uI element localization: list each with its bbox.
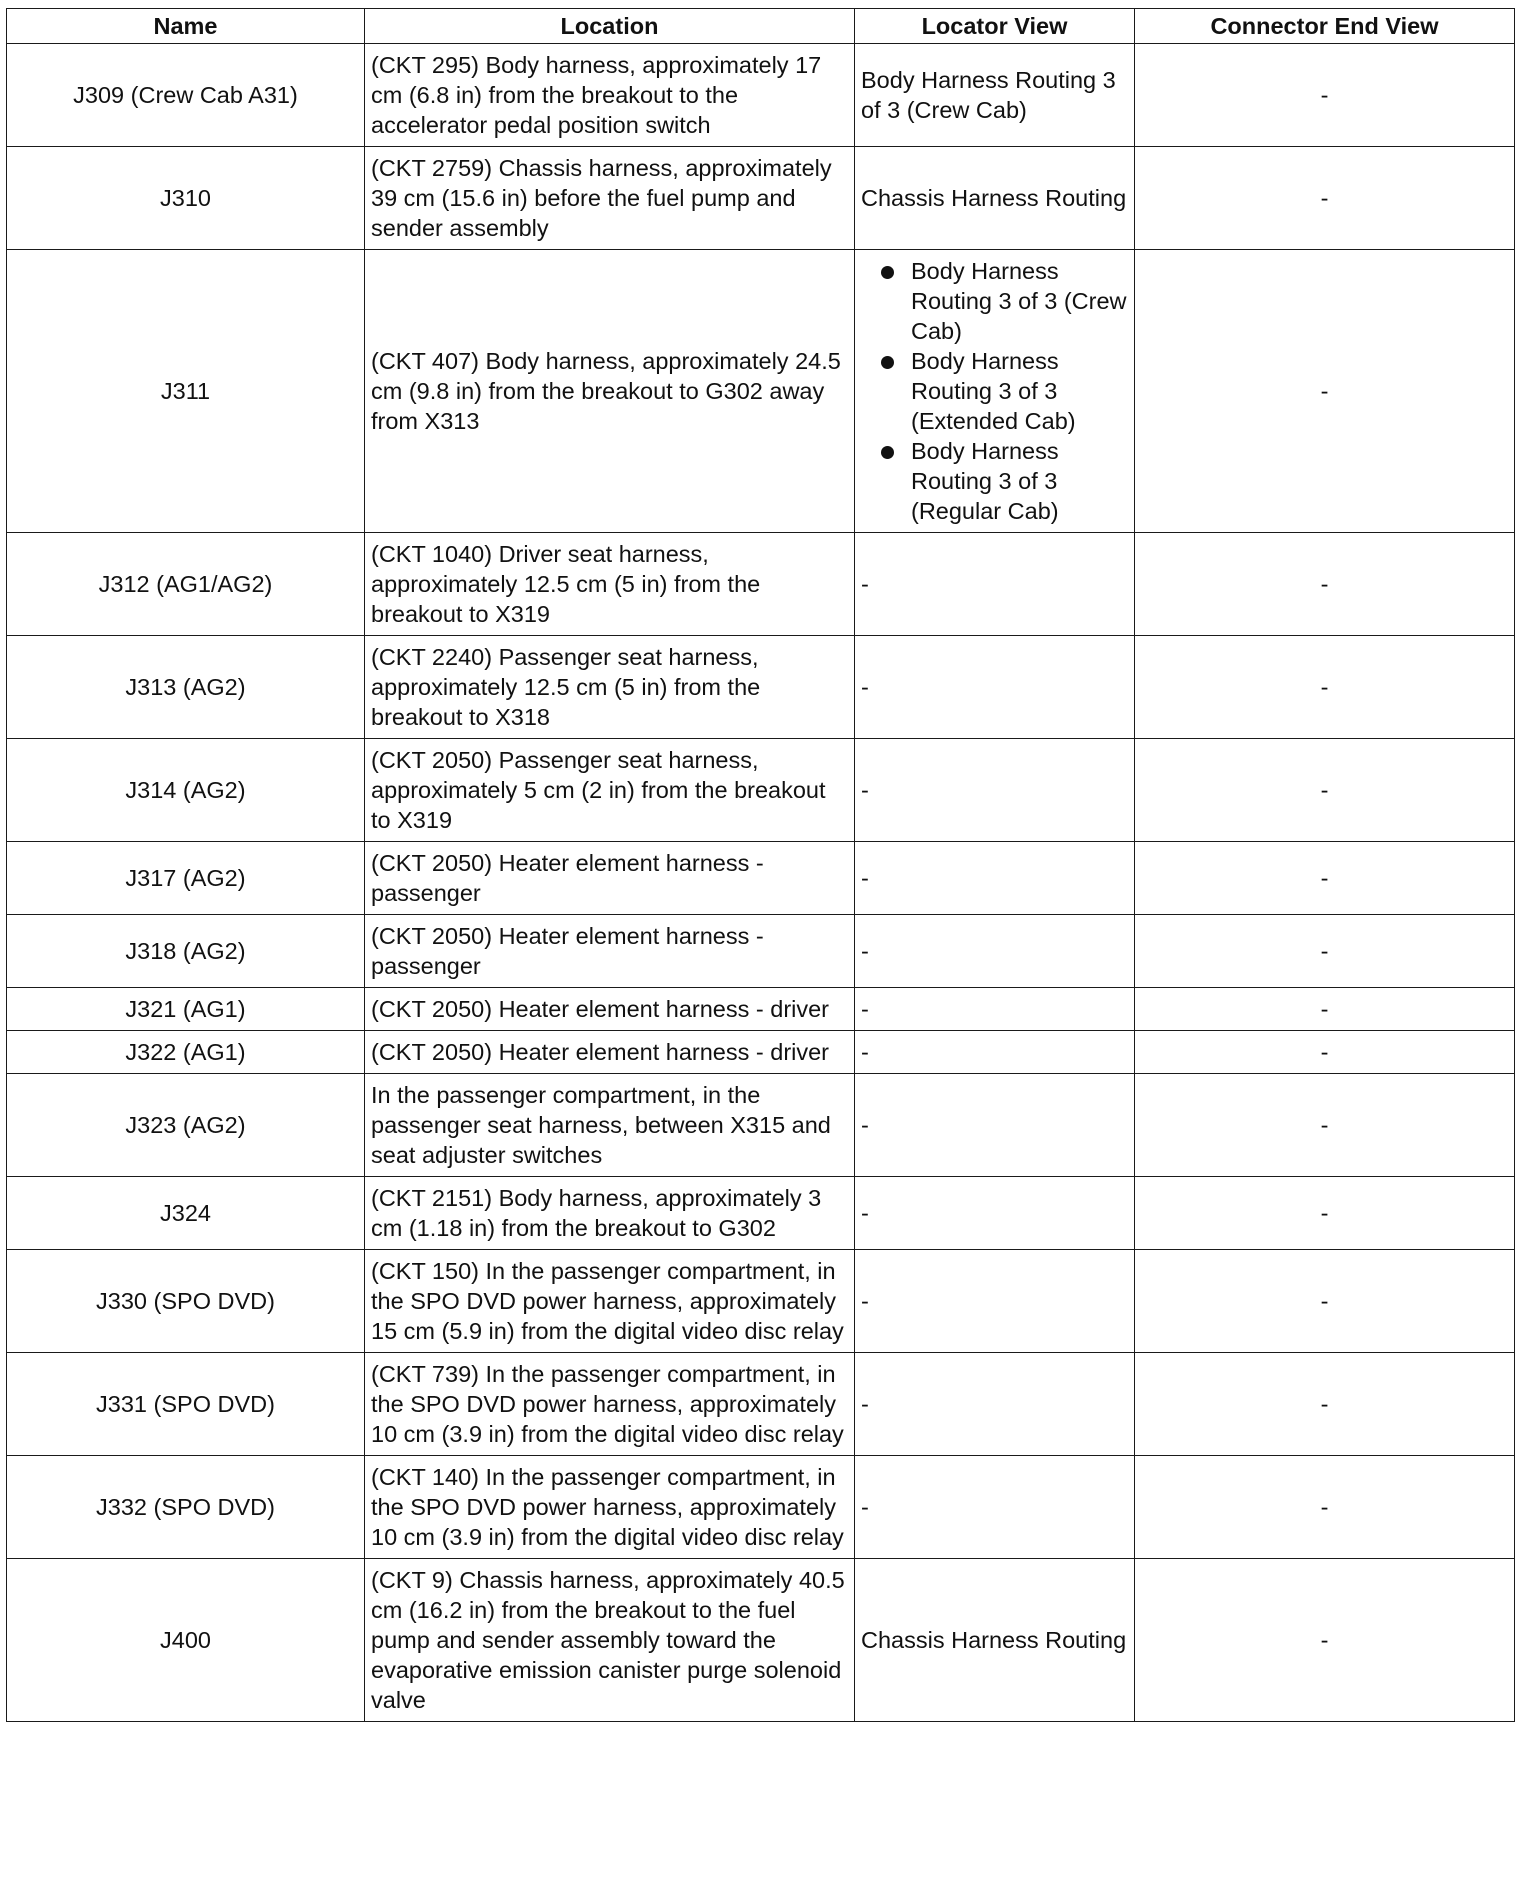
bullet-icon: [881, 446, 894, 459]
cell-connector-end-view: -: [1135, 44, 1515, 147]
cell-connector-end-view: -: [1135, 1456, 1515, 1559]
cell-locator-view: -: [855, 915, 1135, 988]
cell-locator-view: -: [855, 1177, 1135, 1250]
locator-view-list: [861, 256, 1128, 526]
locator-view-item: [861, 346, 1128, 436]
cell-connector-end-view: -: [1135, 915, 1515, 988]
cell-location: (CKT 2050) Heater element harness - driver: [365, 1031, 855, 1074]
table-row: [7, 988, 1515, 1031]
cell-location: (CKT 295) Body harness, approximately 17 cm (6.8 in) from the breakout to the accelerator pedal position switch: [365, 44, 855, 147]
cell-locator-view: -: [855, 1456, 1135, 1559]
table-row: [7, 1559, 1515, 1722]
table-row: [7, 147, 1515, 250]
cell-connector-end-view: -: [1135, 988, 1515, 1031]
cell-location: (CKT 150) In the passenger compartment, in the SPO DVD power harness, approximately 15 cm (5.9 in) from the digital video disc relay: [365, 1250, 855, 1353]
cell-location: (CKT 140) In the passenger compartment, in the SPO DVD power harness, approximately 10 cm (3.9 in) from the digital video disc relay: [365, 1456, 855, 1559]
splice-location-table: [6, 8, 1515, 1722]
cell-name: J310: [7, 147, 365, 250]
table-row: [7, 636, 1515, 739]
cell-connector-end-view: -: [1135, 1177, 1515, 1250]
cell-connector-end-view: -: [1135, 1353, 1515, 1456]
cell-locator-view: -: [855, 988, 1135, 1031]
cell-connector-end-view: -: [1135, 1074, 1515, 1177]
header-name: Name: [7, 9, 365, 44]
cell-connector-end-view: -: [1135, 147, 1515, 250]
cell-name: J330 (SPO DVD): [7, 1250, 365, 1353]
cell-location: (CKT 1040) Driver seat harness, approximately 12.5 cm (5 in) from the breakout to X319: [365, 533, 855, 636]
cell-locator-view: Chassis Harness Routing: [855, 147, 1135, 250]
locator-view-item-text: Body Harness Routing 3 of 3 (Crew Cab): [911, 258, 1127, 344]
cell-connector-end-view: -: [1135, 842, 1515, 915]
cell-connector-end-view: -: [1135, 1031, 1515, 1074]
cell-locator-view: Chassis Harness Routing: [855, 1559, 1135, 1722]
locator-view-item-text: Body Harness Routing 3 of 3 (Regular Cab): [911, 438, 1059, 524]
cell-location: (CKT 2050) Passenger seat harness, approximately 5 cm (2 in) from the breakout to X319: [365, 739, 855, 842]
cell-name: J311: [7, 250, 365, 533]
cell-locator-view: -: [855, 1074, 1135, 1177]
cell-connector-end-view: -: [1135, 250, 1515, 533]
cell-locator-view: -: [855, 1031, 1135, 1074]
table-row: [7, 739, 1515, 842]
cell-location: (CKT 9) Chassis harness, approximately 40.5 cm (16.2 in) from the breakout to the fuel pump and sender assembly toward the evaporative emission canister purge solenoid valve: [365, 1559, 855, 1722]
cell-name: J331 (SPO DVD): [7, 1353, 365, 1456]
table-row: [7, 1031, 1515, 1074]
cell-locator-view: Body Harness Routing 3 of 3 (Crew Cab): [855, 44, 1135, 147]
locator-view-item: [861, 256, 1128, 346]
cell-location: (CKT 2151) Body harness, approximately 3 cm (1.18 in) from the breakout to G302: [365, 1177, 855, 1250]
cell-name: J314 (AG2): [7, 739, 365, 842]
header-location: Location: [365, 9, 855, 44]
table-row: [7, 533, 1515, 636]
cell-name: J324: [7, 1177, 365, 1250]
table-row: [7, 842, 1515, 915]
table-row: [7, 1456, 1515, 1559]
cell-locator-view: [855, 250, 1135, 533]
cell-name: J313 (AG2): [7, 636, 365, 739]
cell-name: J322 (AG1): [7, 1031, 365, 1074]
cell-connector-end-view: -: [1135, 1250, 1515, 1353]
cell-location: In the passenger compartment, in the passenger seat harness, between X315 and seat adjuster switches: [365, 1074, 855, 1177]
cell-location: (CKT 739) In the passenger compartment, in the SPO DVD power harness, approximately 10 cm (3.9 in) from the digital video disc relay: [365, 1353, 855, 1456]
cell-locator-view: -: [855, 1353, 1135, 1456]
bullet-icon: [881, 266, 894, 279]
cell-location: (CKT 407) Body harness, approximately 24.5 cm (9.8 in) from the breakout to G302 away from X313: [365, 250, 855, 533]
cell-location: (CKT 2050) Heater element harness - passenger: [365, 915, 855, 988]
locator-view-item-text: Body Harness Routing 3 of 3 (Extended Cab): [911, 348, 1076, 434]
table-row: [7, 1074, 1515, 1177]
cell-name: J400: [7, 1559, 365, 1722]
cell-connector-end-view: -: [1135, 533, 1515, 636]
cell-connector-end-view: -: [1135, 636, 1515, 739]
cell-name: J309 (Crew Cab A31): [7, 44, 365, 147]
cell-connector-end-view: -: [1135, 739, 1515, 842]
cell-location: (CKT 2050) Heater element harness - passenger: [365, 842, 855, 915]
table-row: [7, 250, 1515, 533]
cell-locator-view: -: [855, 636, 1135, 739]
cell-name: J321 (AG1): [7, 988, 365, 1031]
table-row: [7, 44, 1515, 147]
cell-name: J323 (AG2): [7, 1074, 365, 1177]
cell-locator-view: -: [855, 1250, 1135, 1353]
bullet-icon: [881, 356, 894, 369]
locator-view-item: [861, 436, 1128, 526]
header-locator-view: Locator View: [855, 9, 1135, 44]
cell-locator-view: -: [855, 842, 1135, 915]
cell-location: (CKT 2050) Heater element harness - driver: [365, 988, 855, 1031]
cell-location: (CKT 2759) Chassis harness, approximately 39 cm (15.6 in) before the fuel pump and sender assembly: [365, 147, 855, 250]
table-row: [7, 1177, 1515, 1250]
cell-locator-view: -: [855, 739, 1135, 842]
cell-name: J317 (AG2): [7, 842, 365, 915]
header-row: [7, 9, 1515, 44]
table-row: [7, 915, 1515, 988]
header-connector-end-view: Connector End View: [1135, 9, 1515, 44]
cell-locator-view: -: [855, 533, 1135, 636]
table-row: [7, 1250, 1515, 1353]
table-row: [7, 1353, 1515, 1456]
cell-connector-end-view: -: [1135, 1559, 1515, 1722]
cell-name: J318 (AG2): [7, 915, 365, 988]
cell-name: J312 (AG1/AG2): [7, 533, 365, 636]
cell-location: (CKT 2240) Passenger seat harness, approximately 12.5 cm (5 in) from the breakout to X318: [365, 636, 855, 739]
cell-name: J332 (SPO DVD): [7, 1456, 365, 1559]
